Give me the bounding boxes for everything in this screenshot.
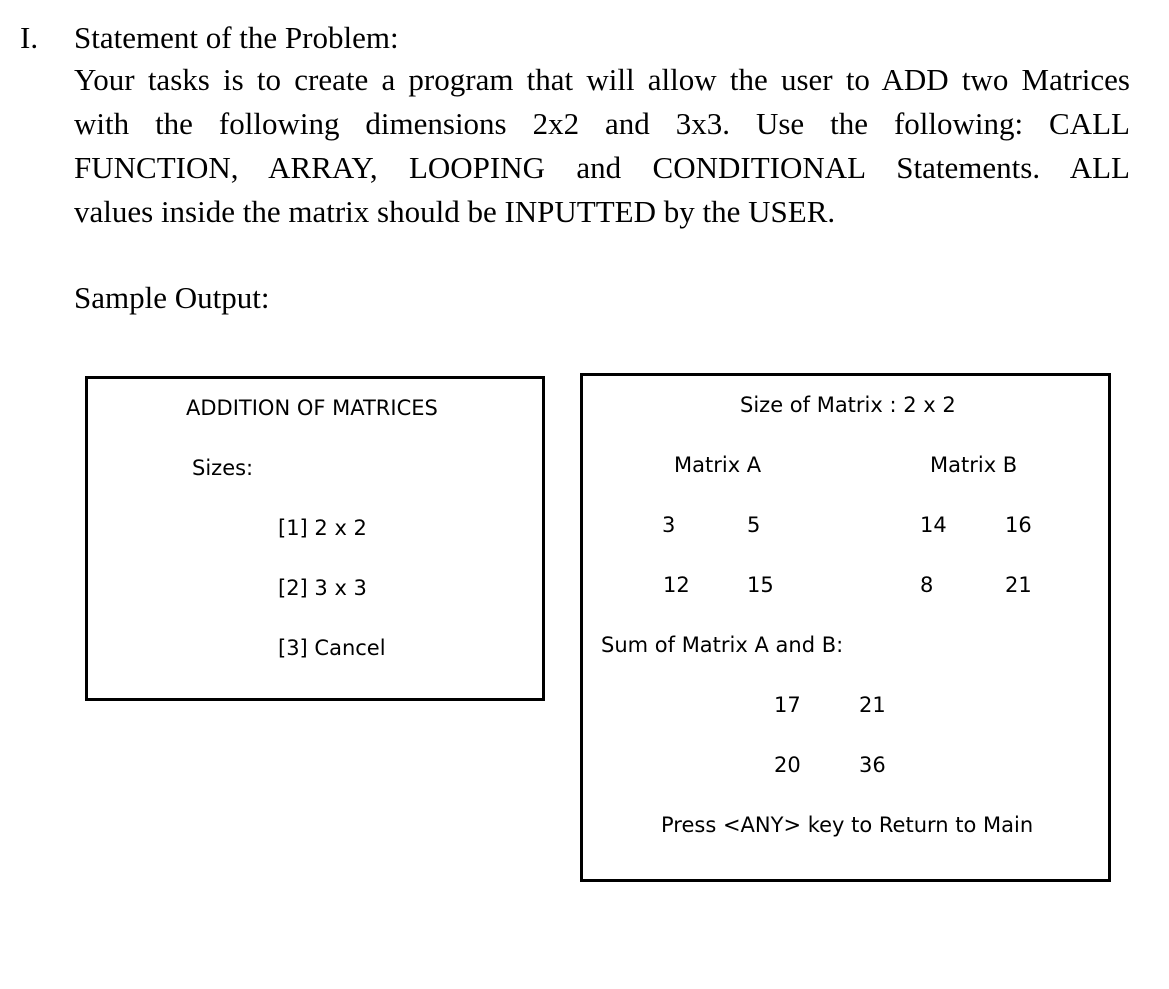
sum-cell: 21 xyxy=(859,693,886,717)
matrix-b-label: Matrix B xyxy=(930,453,1018,477)
matrix-b-cell: 16 xyxy=(1005,513,1032,537)
sample-output-label: Sample Output: xyxy=(74,280,270,315)
sum-label: Sum of Matrix A and B: xyxy=(601,633,844,657)
menu-title: ADDITION OF MATRICES xyxy=(186,396,438,420)
matrix-a-cell: 5 xyxy=(747,513,761,537)
return-prompt: Press <ANY> key to Return to Main xyxy=(661,813,1034,837)
menu-option-3x3: [2] 3 x 3 xyxy=(278,576,367,600)
menu-option-cancel: [3] Cancel xyxy=(278,636,386,660)
result-screen xyxy=(580,373,1111,882)
menu-screen xyxy=(85,376,545,701)
section-title: Statement of the Problem: xyxy=(74,20,399,55)
sum-cell: 20 xyxy=(774,753,801,777)
sum-cell: 36 xyxy=(859,753,886,777)
matrix-b-cell: 14 xyxy=(920,513,947,537)
menu-option-2x2: [1] 2 x 2 xyxy=(278,516,367,540)
matrix-b-cell: 21 xyxy=(1005,573,1032,597)
section-number: I. xyxy=(20,20,39,55)
sum-cell: 17 xyxy=(774,693,801,717)
matrix-a-cell: 15 xyxy=(747,573,774,597)
matrix-b-cell: 8 xyxy=(920,573,934,597)
problem-line: values inside the matrix should be INPUTTED by the USER. xyxy=(74,194,836,229)
problem-line: FUNCTION, ARRAY, LOOPING and CONDITIONAL Statements. ALL xyxy=(74,150,1130,185)
matrix-a-cell: 12 xyxy=(663,573,690,597)
matrix-size-line: Size of Matrix : 2 x 2 xyxy=(740,393,956,417)
problem-line: Your tasks is to create a program that will allow the user to ADD two Matrices xyxy=(74,62,1130,97)
sizes-label: Sizes: xyxy=(192,456,254,480)
matrix-a-label: Matrix A xyxy=(674,453,762,477)
problem-statement xyxy=(74,58,1130,234)
problem-line: with the following dimensions 2x2 and 3x3. Use the following: CALL xyxy=(74,106,1130,141)
matrix-a-cell: 3 xyxy=(662,513,676,537)
